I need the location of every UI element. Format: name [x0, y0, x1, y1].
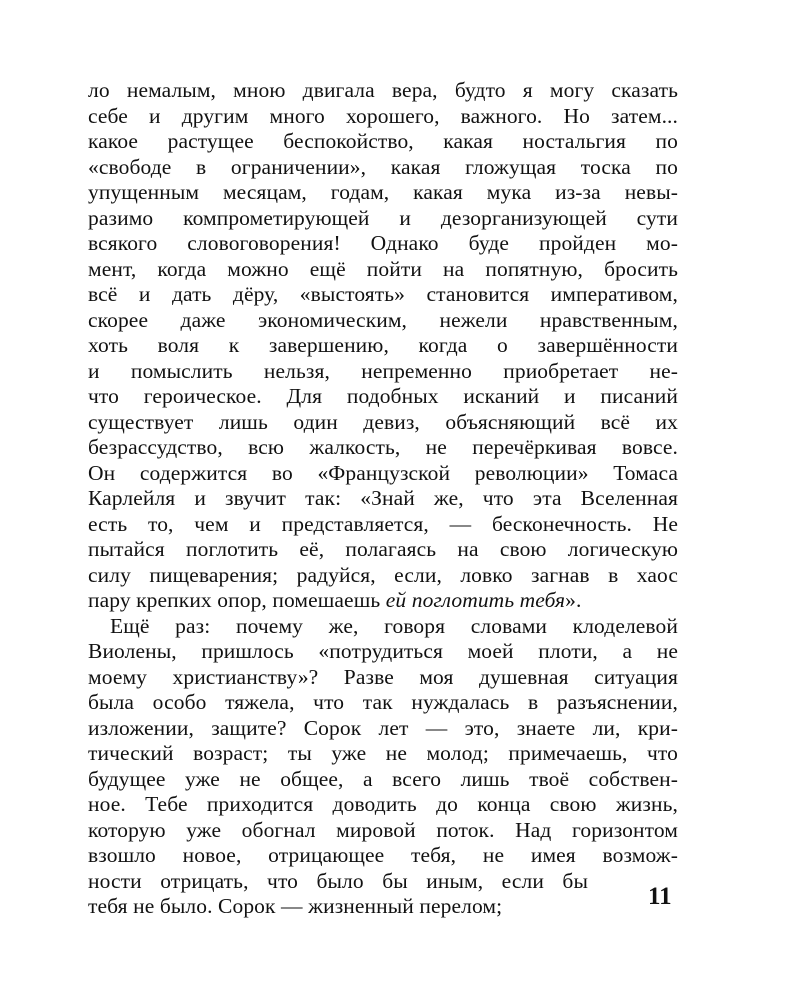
text-line: всё и дать дёру, «выстоять» становится императивом, [88, 282, 678, 306]
text-line: упущенным месяцам, годам, какая мука из-за невы- [88, 180, 678, 204]
text-line-paragraph-start: Ещё раз: почему же, говоря словами клоделевой [110, 613, 678, 638]
text-line: будущее уже не общее, а всего лишь твоё собствен- [88, 766, 678, 791]
text-line: изложении, защите? Сорок лет — это, знаете ли, кри- [88, 715, 678, 740]
page-body [88, 78, 678, 920]
text-line: какое растущее беспокойство, какая ностальгия по [88, 129, 678, 153]
text-line: хоть воля к завершению, когда о завершённости [88, 333, 678, 357]
text-line: всякого словоговорения! Однако буде пройден мо- [88, 231, 678, 255]
text-line: что героическое. Для подобных исканий и писаний [88, 384, 678, 408]
text-line: есть то, чем и представляется, — бесконечность. Не [88, 511, 678, 536]
text-line: Карлейля и звучит так: «Знай же, что эта Вселенная [88, 486, 678, 510]
text-line: существует лишь один девиз, объясняющий всё их [88, 409, 678, 434]
text-run: ». [565, 588, 582, 612]
text-line: ности отрицать, что было бы иным, если бы [88, 868, 588, 893]
text-line: взошло новое, отрицающее тебя, не имея возмож- [88, 843, 678, 867]
text-line-paragraph-end [88, 588, 678, 614]
text-line: была особо тяжела, что так нуждалась в разъяснении, [88, 690, 678, 714]
text-line: Он содержится во «Французской революции» Томаса [88, 460, 678, 485]
text-line: моему христианству»? Разве моя душевная ситуация [88, 664, 678, 689]
text-line: безрассудство, всю жалкость, не перечёркивая вовсе. [88, 435, 678, 459]
text-line: и помыслить нельзя, непременно приобретает не- [88, 358, 678, 383]
text-line: мент, когда можно ещё пойти на попятную, бросить [88, 256, 678, 281]
text-line: ное. Тебе приходится доводить до конца свою жизнь, [88, 792, 678, 816]
page-number: 11 [648, 883, 672, 910]
text-line-final: тебя не было. Сорок — жизненный перелом; [88, 894, 503, 918]
text-line: тический возраст; ты уже не молод; примечаешь, что [88, 741, 678, 765]
text-line: силу пищеварения; радуйся, если, ловко загнав в хаос [88, 562, 678, 587]
text-line: себе и другим много хорошего, важного. Но затем... [88, 103, 678, 128]
text-line: разимо компрометирующей и дезорганизующей сути [88, 205, 678, 230]
text-line: «свободе в ограничении», какая гложущая тоска по [88, 154, 678, 179]
text-line: ло немалым, мною двигала вера, будто я могу сказать [88, 78, 678, 102]
text-line: пытайся поглотить её, полагаясь на свою логическую [88, 537, 678, 561]
italic-quote: ей поглотить тебя [385, 588, 566, 612]
text-line: Виолены, пришлось «потрудиться моей плоти, а не [88, 639, 678, 663]
text-line: скорее даже экономическим, нежели нравственным, [88, 307, 678, 332]
text-run: пару крепких опор, помешаешь [88, 588, 386, 612]
text-line: которую уже обогнал мировой поток. Над горизонтом [88, 817, 678, 842]
